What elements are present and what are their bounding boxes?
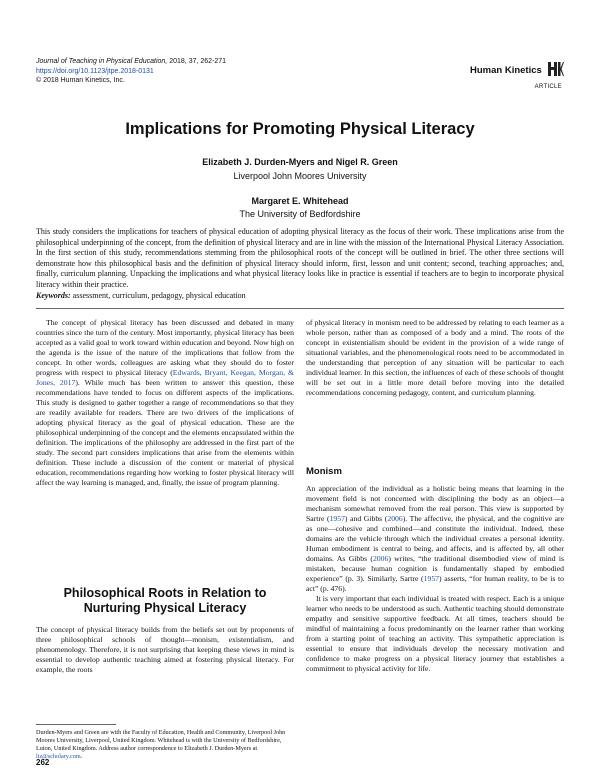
citation-link[interactable]: Edwards, Bryant, Keegan, Morgan, & Jones, 2017 [36,368,295,387]
section-heading-line-1: Philosophical Roots in Relation to [63,586,267,600]
monism-column [306,484,564,674]
authors-line-2: Margaret E. Whitehead [251,196,349,206]
citation-year-link[interactable]: 1957 [329,514,345,523]
right-column-top [306,318,564,398]
page-number: 262 [36,758,50,767]
section-heading-line-2: Nurturing Physical Literacy [83,601,247,615]
footnote-end: . [80,753,83,760]
section-heading-philosophical-roots [36,586,294,616]
keywords [36,291,246,300]
publisher-name: Human Kinetics [470,65,542,76]
affiliation-1: Liverpool John Moores University [233,171,367,181]
affiliation-2: The University of Bedfordshire [239,209,361,219]
section1-paragraph: The concept of physical literacy builds from the beliefs set out by proponents of three philosophical schools of thought—monism, existentialism, and phenomenology. Therefore, it is not surprising that keeping these views in mind is essential to develop authentic teaching aimed at fostering physical literacy. For example, the roots [36,625,294,674]
paper-title: Implications for Promoting Physical Literacy [125,120,475,138]
article-type-label: ARTICLE [534,84,562,90]
journal-header [36,57,226,86]
intro-text-a: The concept of physical literacy has been discussed and debated in many countries since the turn of the century. Most importantly, physical literacy has been accepted as a valid goal to work toward within education and beyond. Now high on the agenda is the issue of the nature of the implications that follow from the concept. In other words, colleagues are asking what they should do to foster progress with respect to physical literacy ( [36,318,294,377]
monism-text-e: ) asserts, “for human reality, to be is to act” (p. 476). [306,574,564,593]
divider [36,308,564,309]
author-footnote [36,729,294,761]
intro-text-b: ). While much has been written to answer this question, these recommendations have tended to focus on different aspects of the implications. This study is designed to gather together a range of recommendations so that they are readily available for readers. There are two drivers of the implications of adopting physical literacy as the goal of physical education. These are the philosophical underpinning of the concept and the elements encapsulated within the definition. The implications of the philosophy are addressed in the first part of the study. The second part considers implications that arise from the elements within definition. These include a discussion of the content or material of physical education, recommendations regarding how working to foster physical literacy will affect the way learning is managed, and, finally, the issue of program planning. [36,378,294,487]
authors-line-1: Elizabeth J. Durden-Myers and Nigel R. Green [202,157,398,167]
copyright: © 2018 Human Kinetics, Inc. [36,77,125,84]
citation-year-link[interactable]: 2006 [387,514,403,523]
monism-paragraph-2: It is very important that each individual is treated with respect. Each is a unique learner who needs to be understood as such. Authentic teaching should demonstrate empathy and sensitive supportive feedback. At all times, teachers should be mindful of maintaining a focus predominantly on the learner rather than working from a starting point of teaching an activity. This sympathetic appreciation is essential to ensure that individuals develop the necessary motivation and confidence to make progress on a physical literacy journey that establishes a commitment to physical activity for life. [306,594,564,673]
keywords-list: assessment, curriculum, pedagogy, physical education [70,291,246,300]
monism-text-d: ) writes, “the traditional disembodied view of mind is mistaken, because human cognition is fundamentally shaped by embodied experience” (p. 3). Similarly, Sartre ( [306,554,564,583]
section1-column [36,625,294,675]
doi-link[interactable]: https://doi.org/10.1123/jtpe.2018-0131 [36,67,154,75]
keywords-label: Keywords: [36,291,71,300]
right-paragraph: of physical literacy in monism need to be addressed by relating to each learner as a whole person, rather than as composed of a body and a mind. The roots of the concept in existentialism should be evident in the provision of a wide range of situational variables, and the phenomenological roots need to be accommodated in the understanding that perception of any situation will be particular to each individual learner. In this section, the influences of each of these schools of thought will be set out in a little more detail before moving into the detailed recommendations concerning pedagogy, content, and curriculum planning. [306,318,564,397]
monism-text-a: An appreciation of the individual as a holistic being means that learning in the movement field is not concerned with disciplining the body as an object—a mechanism somewhat removed from the real person. This view is supported by Sartre ( [306,484,564,523]
journal-name: Journal of Teaching in Physical Education, [36,58,168,65]
journal-citation: 2018, 37, 262-271 [167,58,227,65]
monism-paragraph-1 [306,484,564,594]
monism-text-c: ). The affective, the physical, and the cognitive are as one—cohesive and combined—and constitute the individual. Indeed, these domains are the vehicle through which the individual creates a personal identity. Human embodiment is central to being, and affects, and is affected by, all other domains. As Gibbs ( [306,514,564,563]
intro-paragraph [36,318,294,488]
section-heading-monism: Monism [306,466,342,477]
citation-year-link[interactable]: 2006 [372,554,389,563]
citation-year-link[interactable]: 1957 [423,574,439,583]
footnote-divider [36,724,116,725]
intro-column [36,318,294,488]
abstract: This study considers the implications for teachers of physical education of adopting physical literacy as the focus of their work. These implications arise from the philosophical underpinning of the concept, from the definition of physical literacy and are in line with the mission of the International Physical Literacy Association. In the first section of this study, recommendations stemming from the philosophical roots of the concept will be outlined in brief. The other three sections will demonstrate how this philosophical basis and the definition of physical literacy should inform, first, lesson and unit content; second, teaching approaches; and, finally, curriculum planning. Unpacking the implications and what physical literacy looks like in practice is essential if teachers are to begin to incorporate physical literacy within their practice. [36,227,564,289]
footnote-text: Durden-Myers and Green are with the Faculty of Education, Health and Community, Liverpool John Moores University, Liverpool, United Kingdom. Whitehead is with the University of Bedfordshire, Luton, United Kingdom. Address author correspondence to Elizabeth J. Durden-Myers at [36,729,286,752]
email-link[interactable]: liz@scholary.com [36,753,81,760]
human-kinetics-logo-icon [542,60,564,78]
monism-text-b: ) and Gibbs ( [344,514,388,523]
